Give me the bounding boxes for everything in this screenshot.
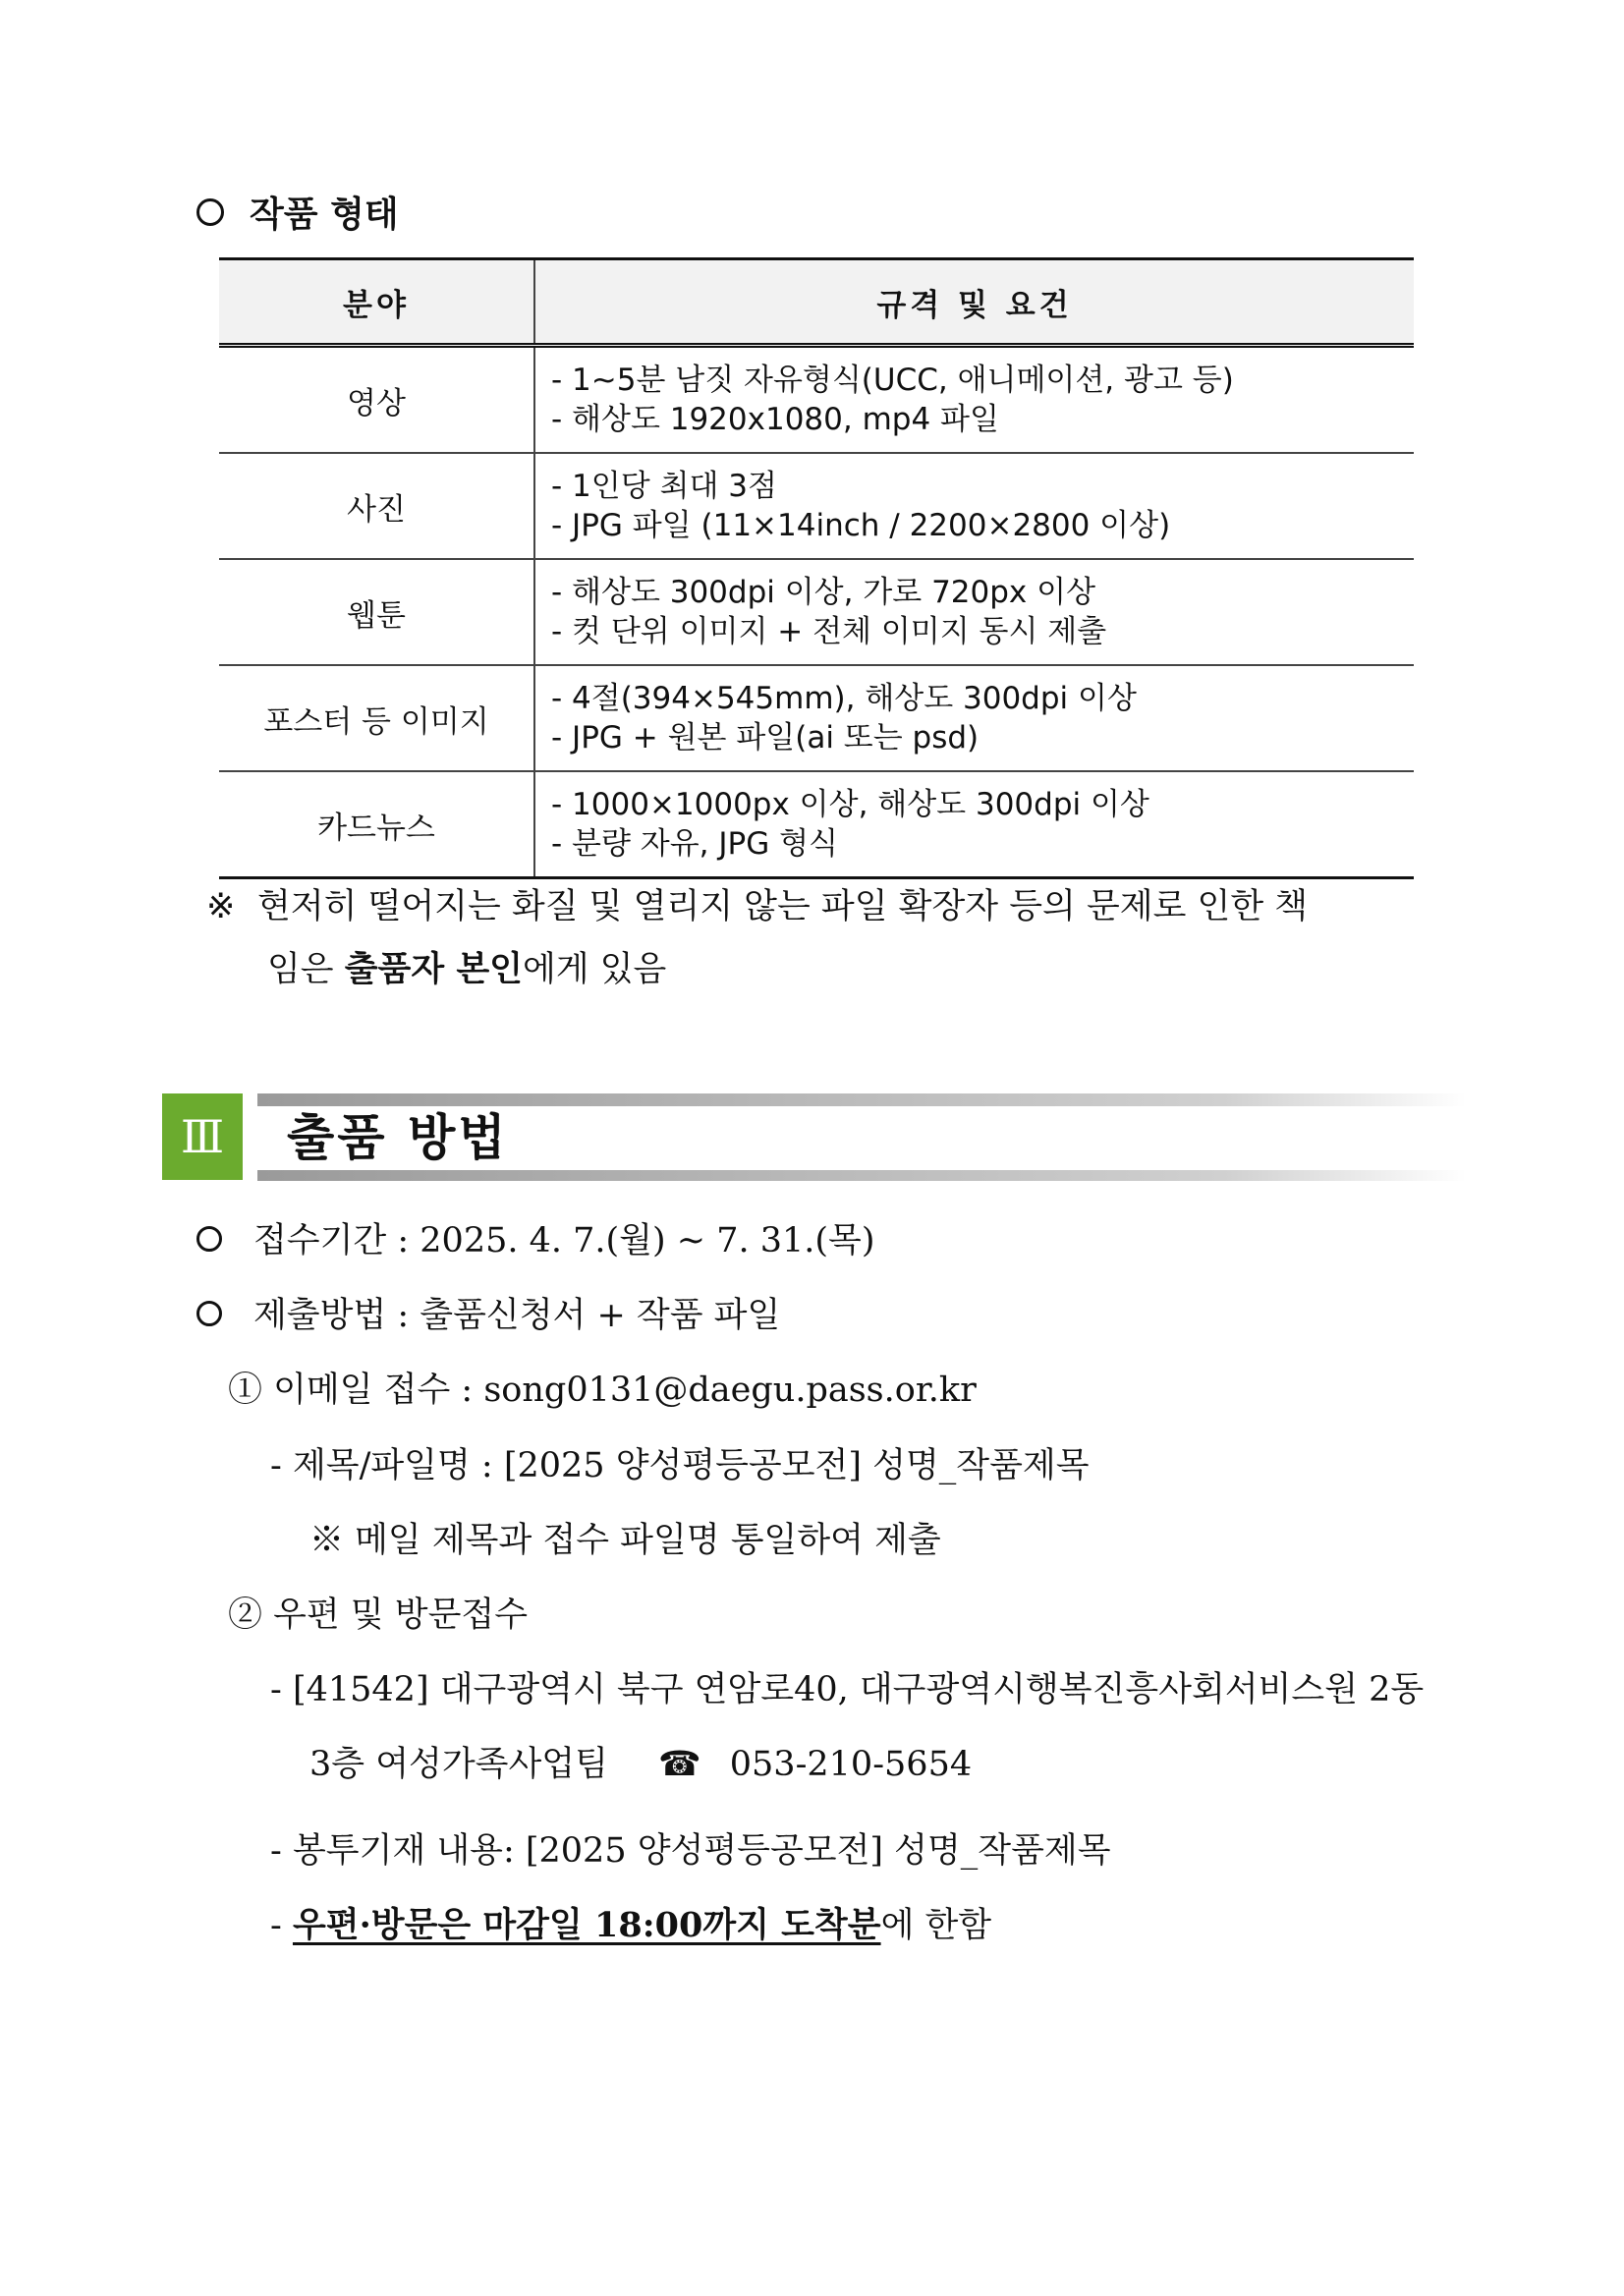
deadline-dash: - — [270, 1906, 293, 1945]
notice-line-2 — [206, 938, 1484, 1001]
hollow-circle-bullet-icon — [196, 198, 224, 226]
header-spec: 규격 및 요건 — [534, 259, 1414, 346]
hollow-circle-bullet-icon — [196, 1301, 222, 1326]
period-text: 접수기간 : 2025. 4. 7.(월) ~ 7. 31.(목) — [253, 1221, 875, 1260]
spec-line: - 분량 자유, JPG 형식 — [551, 824, 1413, 864]
responsibility-notice — [206, 876, 1484, 1001]
address-line-1: - [41542] 대구광역시 북구 연암로40, 대구광역시행복진흥사회서비스원 2동 — [270, 1670, 1425, 1709]
section-number-badge: Ⅲ — [162, 1093, 243, 1180]
field-cell: 웹툰 — [219, 559, 534, 665]
field-cell: 카드뉴스 — [219, 771, 534, 878]
section-title: 출품 방법 — [287, 1109, 509, 1166]
spec-line: - 1인당 최대 3점 — [551, 467, 1413, 506]
deadline-emphasis: 우편·방문은 마감일 18:00까지 도착분 — [292, 1905, 881, 1945]
notice-text: 임은 — [267, 950, 345, 989]
spec-cell — [534, 346, 1414, 454]
spec-line: - 1000×1000px 이상, 해상도 300dpi 이상 — [551, 785, 1413, 824]
notice-emphasis: 출품자 본인 — [344, 949, 523, 989]
section-heading-text: 작품 형태 — [250, 195, 399, 235]
banner-rule-bottom — [257, 1170, 1466, 1181]
spec-cell — [534, 665, 1414, 771]
envelope-label-format: - 봉투기재 내용: [2025 양성평등공모전] 성명_작품제목 — [270, 1831, 1111, 1871]
field-cell: 영상 — [219, 346, 534, 454]
field-cell: 사진 — [219, 453, 534, 559]
address-text: 3층 여성가족사업팀 — [309, 1745, 608, 1784]
spec-line: - JPG 파일 (11×14inch / 2200×2800 이상) — [551, 506, 1413, 545]
spec-line: - 컷 단위 이미지 + 전체 이미지 동시 제출 — [551, 612, 1413, 651]
phone-number: 053-210-5654 — [729, 1745, 973, 1784]
submission-period — [196, 1213, 875, 1262]
mail-visit-submission: ② 우편 및 방문접수 — [228, 1596, 529, 1635]
notice-line-1: 현저히 떨어지는 화질 및 열리지 않는 파일 확장자 등의 문제로 인한 책 — [257, 887, 1309, 926]
table-row — [219, 559, 1414, 665]
table-row — [219, 453, 1414, 559]
spec-line: - JPG + 원본 파일(ai 또는 psd) — [551, 718, 1413, 757]
spec-line: - 1~5분 남짓 자유형식(UCC, 애니메이션, 광고 등) — [551, 361, 1413, 400]
table-header-row — [219, 259, 1414, 346]
banner-rule-top — [257, 1093, 1466, 1106]
submission-method — [196, 1288, 780, 1337]
telephone-icon: ☎ — [658, 1745, 701, 1784]
table-row — [219, 771, 1414, 878]
field-cell: 포스터 등 이미지 — [219, 665, 534, 771]
spec-cell — [534, 771, 1414, 878]
notice-text: 에게 있음 — [523, 950, 667, 989]
header-field: 분야 — [219, 259, 534, 346]
deadline-text: 에 한함 — [880, 1906, 992, 1945]
email-note: ※ 메일 제목과 접수 파일명 통일하여 제출 — [309, 1521, 941, 1560]
email-subject-format: - 제목/파일명 : [2025 양성평등공모전] 성명_작품제목 — [270, 1446, 1090, 1485]
work-format-table — [219, 257, 1414, 879]
hollow-circle-bullet-icon — [196, 1226, 222, 1252]
spec-line: - 해상도 1920x1080, mp4 파일 — [551, 400, 1413, 439]
section-heading-work-format — [196, 187, 399, 237]
spec-cell — [534, 559, 1414, 665]
reference-mark-icon: ※ — [206, 887, 236, 926]
spec-line: - 4절(394×545mm), 해상도 300dpi 이상 — [551, 679, 1413, 718]
method-text: 제출방법 : 출품신청서 + 작품 파일 — [253, 1296, 781, 1335]
table-row — [219, 665, 1414, 771]
table-row — [219, 346, 1414, 454]
spec-line: - 해상도 300dpi 이상, 가로 720px 이상 — [551, 573, 1413, 612]
spec-cell — [534, 453, 1414, 559]
email-submission: ① 이메일 접수 : song0131@daegu.pass.or.kr — [228, 1371, 977, 1410]
deadline-note — [270, 1898, 991, 1947]
address-line-2 — [309, 1737, 972, 1786]
